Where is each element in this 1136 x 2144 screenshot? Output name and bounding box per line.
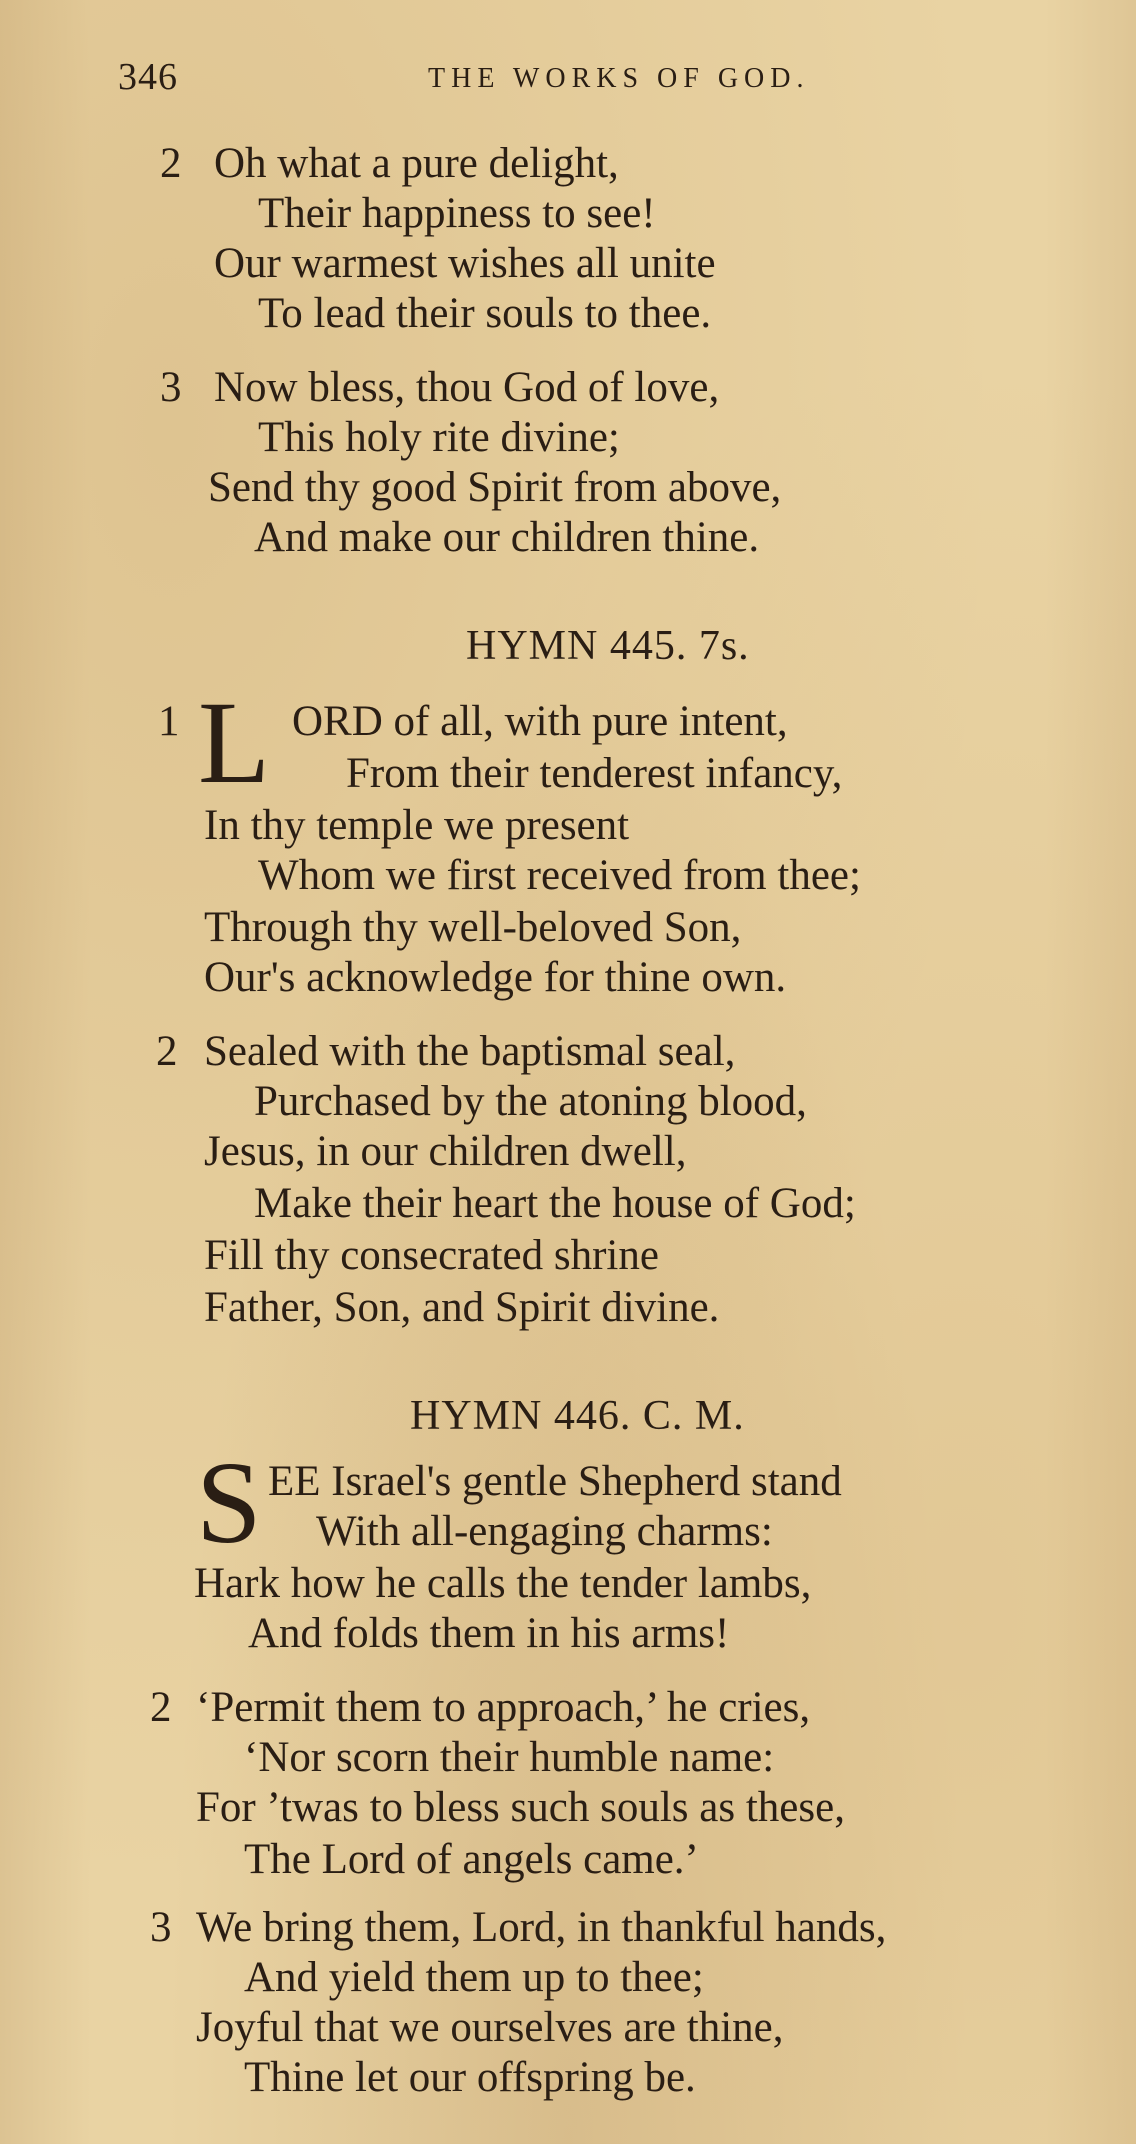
verse-number: 2 bbox=[150, 1684, 172, 1731]
verse-line: Fill thy consecrated shrine bbox=[204, 1232, 659, 1279]
verse-number: 3 bbox=[150, 1904, 172, 1951]
verse-line: Jesus, in our children dwell, bbox=[204, 1128, 687, 1175]
verse-line: And make our children thine. bbox=[254, 514, 760, 561]
verse-line: With all-engaging charms: bbox=[316, 1508, 773, 1555]
verse-line: In thy temple we present bbox=[204, 802, 630, 849]
verse-line: ‘Nor scorn their humble name: bbox=[244, 1734, 775, 1781]
verse-line: Sealed with the baptismal seal, bbox=[204, 1028, 736, 1075]
verse-number: 2 bbox=[156, 1028, 178, 1075]
verse-line: For ’twas to bless such souls as these, bbox=[196, 1784, 845, 1831]
verse-line: Now bless, thou God of love, bbox=[214, 364, 720, 411]
verse-line: Send thy good Spirit from above, bbox=[208, 464, 782, 511]
verse-line: This holy rite divine; bbox=[258, 414, 620, 461]
verse-number: 1 bbox=[158, 698, 180, 745]
verse-line: From their tenderest infancy, bbox=[346, 750, 843, 797]
verse-line: And folds them in his arms! bbox=[248, 1610, 730, 1657]
verse-line: To lead their souls to thee. bbox=[258, 290, 712, 337]
verse-line: EE Israel's gentle Shepherd stand bbox=[268, 1458, 842, 1505]
verse-line: Our warmest wishes all unite bbox=[214, 240, 716, 287]
verse-number: 3 bbox=[160, 364, 182, 411]
verse-line: Through thy well-beloved Son, bbox=[204, 904, 742, 951]
drop-cap: L bbox=[198, 677, 271, 808]
verse-number: 2 bbox=[160, 140, 182, 187]
running-head: THE WORKS OF GOD. bbox=[428, 63, 810, 94]
verse-line: We bring them, Lord, in thankful hands, bbox=[196, 1904, 887, 1951]
verse-line: Hark how he calls the tender lambs, bbox=[194, 1560, 812, 1607]
verse-line: Joyful that we ourselves are thine, bbox=[196, 2004, 784, 2051]
verse-line: Make their heart the house of God; bbox=[254, 1180, 856, 1227]
verse-line: And yield them up to thee; bbox=[244, 1954, 704, 2001]
verse-line: Oh what a pure delight, bbox=[214, 140, 619, 187]
verse-line: Their happiness to see! bbox=[258, 190, 656, 237]
hymn-445-title: HYMN 445. 7s. bbox=[466, 623, 750, 669]
verse-line: Father, Son, and Spirit divine. bbox=[204, 1284, 720, 1331]
verse-line: Thine let our offspring be. bbox=[244, 2054, 696, 2101]
verse-line: Whom we first received from thee; bbox=[258, 852, 861, 899]
page-number: 346 bbox=[118, 56, 178, 98]
verse-line: ORD of all, with pure intent, bbox=[292, 698, 788, 745]
verse-line: ‘Permit them to approach,’ he cries, bbox=[196, 1684, 811, 1731]
page-header bbox=[118, 55, 1118, 105]
verse-line: The Lord of angels came.’ bbox=[244, 1836, 699, 1883]
verse-line: Our's acknowledge for thine own. bbox=[204, 954, 787, 1001]
hymn-446-title: HYMN 446. C. M. bbox=[410, 1393, 745, 1439]
drop-cap: S bbox=[196, 1437, 262, 1568]
verse-line: Purchased by the atoning blood, bbox=[254, 1078, 807, 1125]
